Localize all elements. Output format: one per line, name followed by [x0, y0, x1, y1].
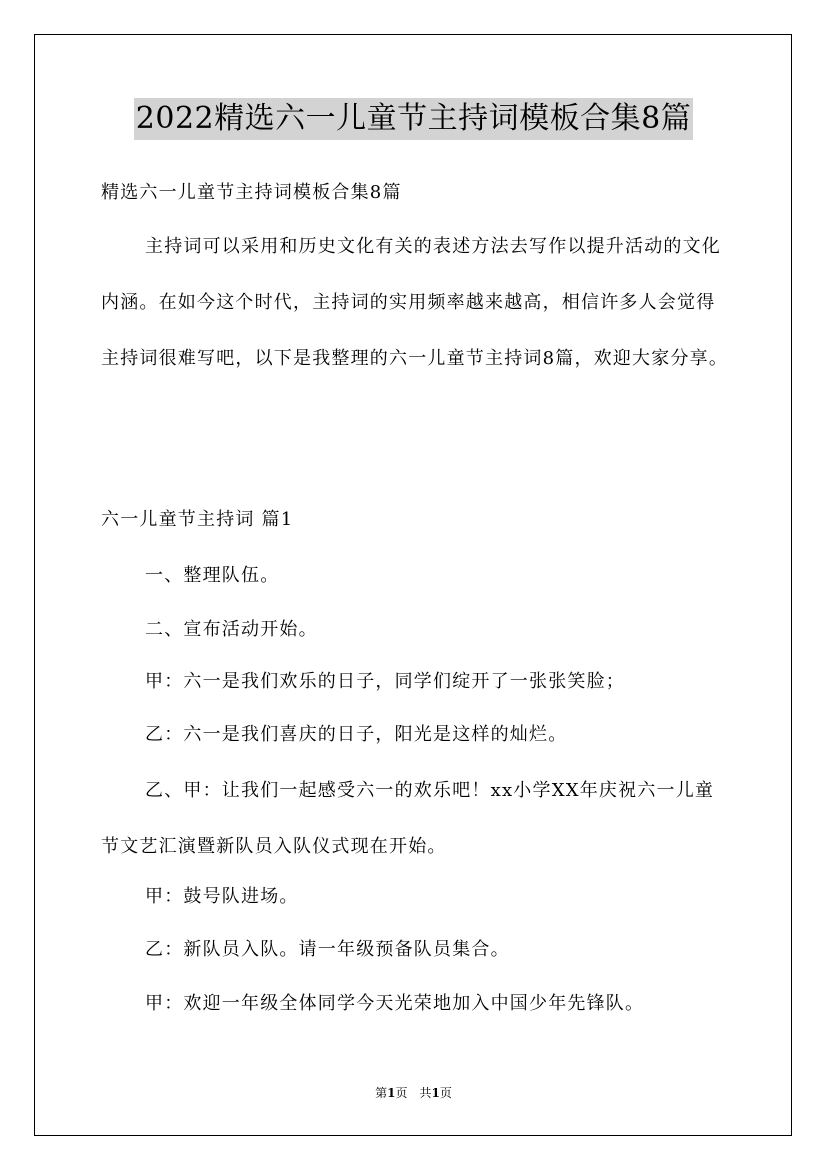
document-subtitle: 精选六一儿童节主持词模板合集8篇	[101, 182, 402, 203]
script-paragraph-opening: 乙、甲：让我们一起感受六一的欢乐吧！xx小学XX年庆祝六一儿童节文艺汇演暨新队员入队仪式现在开始。	[101, 780, 715, 857]
script-line-4: 乙：六一是我们喜庆的日子，阳光是这样的灿烂。	[145, 724, 568, 745]
footer-suffix: 页	[439, 1086, 452, 1100]
footer-page-number: 1	[387, 1086, 396, 1100]
intro-paragraph: 主持词可以采用和历史文化有关的表述方法去写作以提升活动的文化内涵。在如今这个时代，主持词的实用频率越来越高，相信许多人会觉得主持词很难写吧，以下是我整理的六一儿童节主持词8篇，欢迎大家分享。	[101, 236, 729, 369]
page-footer	[0, 1085, 827, 1101]
footer-prefix: 第	[375, 1086, 388, 1100]
document-title: 2022精选六一儿童节主持词模板合集8篇	[134, 98, 693, 140]
footer-total-pages: 1	[431, 1086, 440, 1100]
footer-mid: 页 共	[395, 1086, 432, 1100]
script-line-5: 甲：鼓号队进场。	[145, 886, 299, 907]
script-line-2: 二、宣布活动开始。	[145, 619, 318, 640]
title-container	[0, 98, 827, 140]
script-line-7: 甲：欢迎一年级全体同学今天光荣地加入中国少年先锋队。	[145, 993, 645, 1014]
script-line-6: 乙：新队员入队。请一年级预备队员集合。	[145, 939, 510, 960]
script-line-1: 一、整理队伍。	[145, 565, 280, 586]
script-line-3: 甲：六一是我们欢乐的日子，同学们绽开了一张张笑脸；	[145, 671, 625, 692]
section-heading: 六一儿童节主持词 篇1	[101, 509, 294, 530]
